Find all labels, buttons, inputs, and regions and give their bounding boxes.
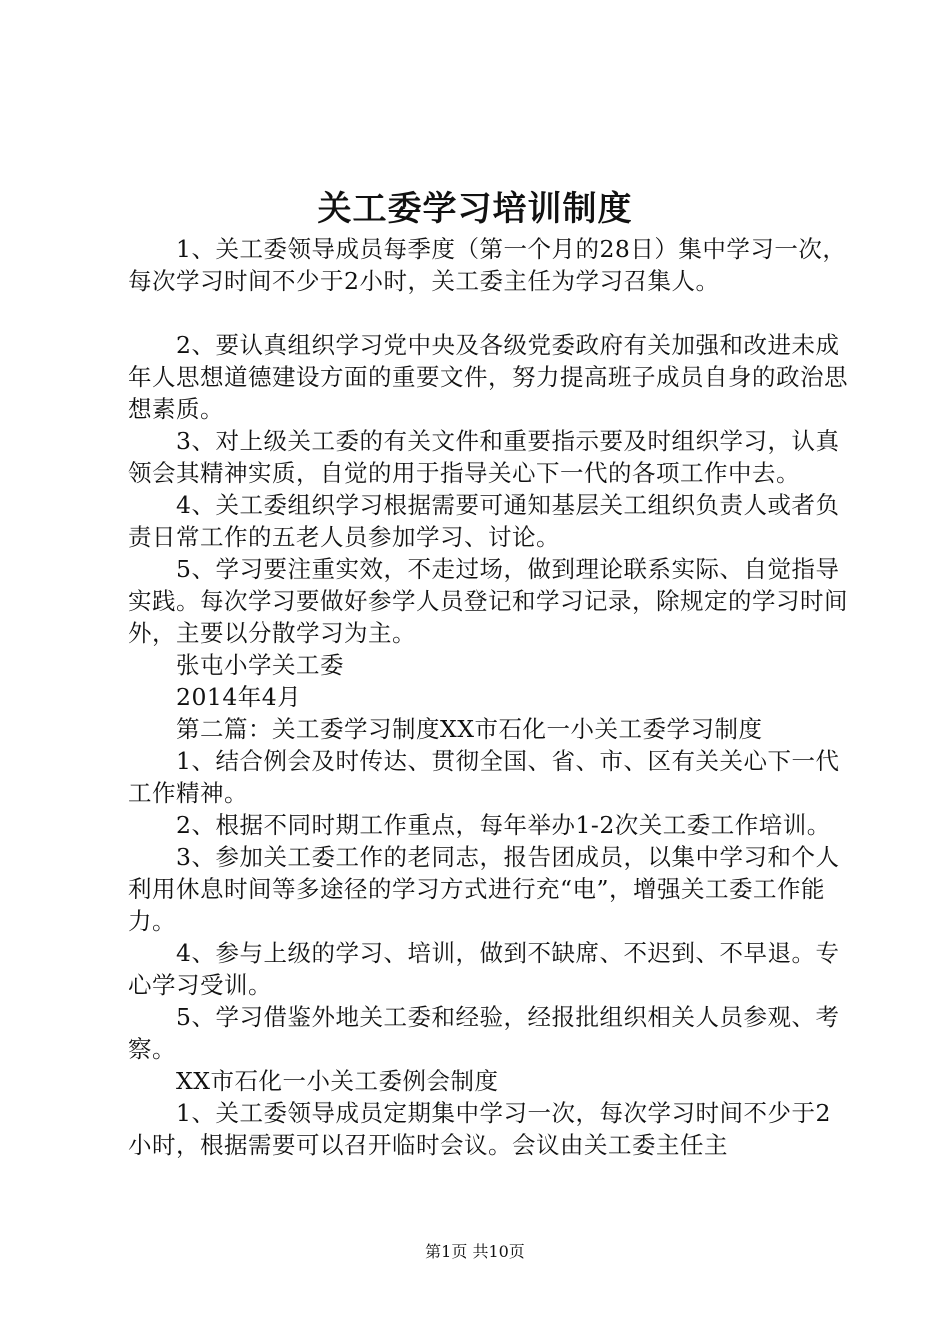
paragraph: 1、关工委领导成员定期集中学习一次，每次学习时间不少于2小时，根据需要可以召开临时会议。会议由关工委主任主: [128, 1099, 831, 1159]
paragraph: 3、对上级关工委的有关文件和重要指示要及时组织学习，认真领会其精神实质，自觉的用于指导关心下一代的各项工作中去。: [128, 427, 840, 487]
section-heading: 第二篇：关工委学习制度XX市石化一小关工委学习制度: [176, 715, 763, 743]
paragraph: 5、学习要注重实效，不走过场，做到理论联系实际、自觉指导实践。每次学习要做好参学人员登记和学习记录，除规定的学习时间外，主要以分散学习为主。: [128, 555, 848, 647]
document-body: [128, 233, 850, 1161]
paragraph: 1、结合例会及时传达、贯彻全国、省、市、区有关关心下一代工作精神。: [128, 747, 840, 807]
document-title: 关工委学习培训制度: [317, 189, 633, 229]
paragraph: 3、参加关工委工作的老同志，报告团成员，以集中学习和个人利用休息时间等多途径的学习方式进行充“电”，增强关工委工作能力。: [128, 843, 840, 935]
paragraph: 4、关工委组织学习根据需要可通知基层关工组织负责人或者负责日常工作的五老人员参加学习、讨论。: [128, 491, 840, 551]
paragraph: 2、根据不同时期工作重点，每年举办1-2次关工委工作培训。: [176, 811, 831, 839]
paragraph: 4、参与上级的学习、培训，做到不缺席、不迟到、不早退。专心学习受训。: [128, 939, 840, 999]
signature-org: 张屯小学关工委: [176, 651, 344, 679]
paragraph: 5、学习借鉴外地关工委和经验，经报批组织相关人员参观、考察。: [128, 1003, 840, 1063]
paragraph: 1、关工委领导成员每季度（第一个月的28日）集中学习一次，每次学习时间不少于2小时，关工委主任为学习召集人。: [128, 235, 847, 295]
section-heading: XX市石化一小关工委例会制度: [176, 1067, 499, 1095]
paragraph: 2、要认真组织学习党中央及各级党委政府有关加强和改进未成年人思想道德建设方面的重要文件，努力提高班子成员自身的政治思想素质。: [128, 331, 848, 423]
page-footer: 第1页 共10页: [425, 1242, 525, 1261]
signature-date: 2014年4月: [176, 683, 302, 711]
